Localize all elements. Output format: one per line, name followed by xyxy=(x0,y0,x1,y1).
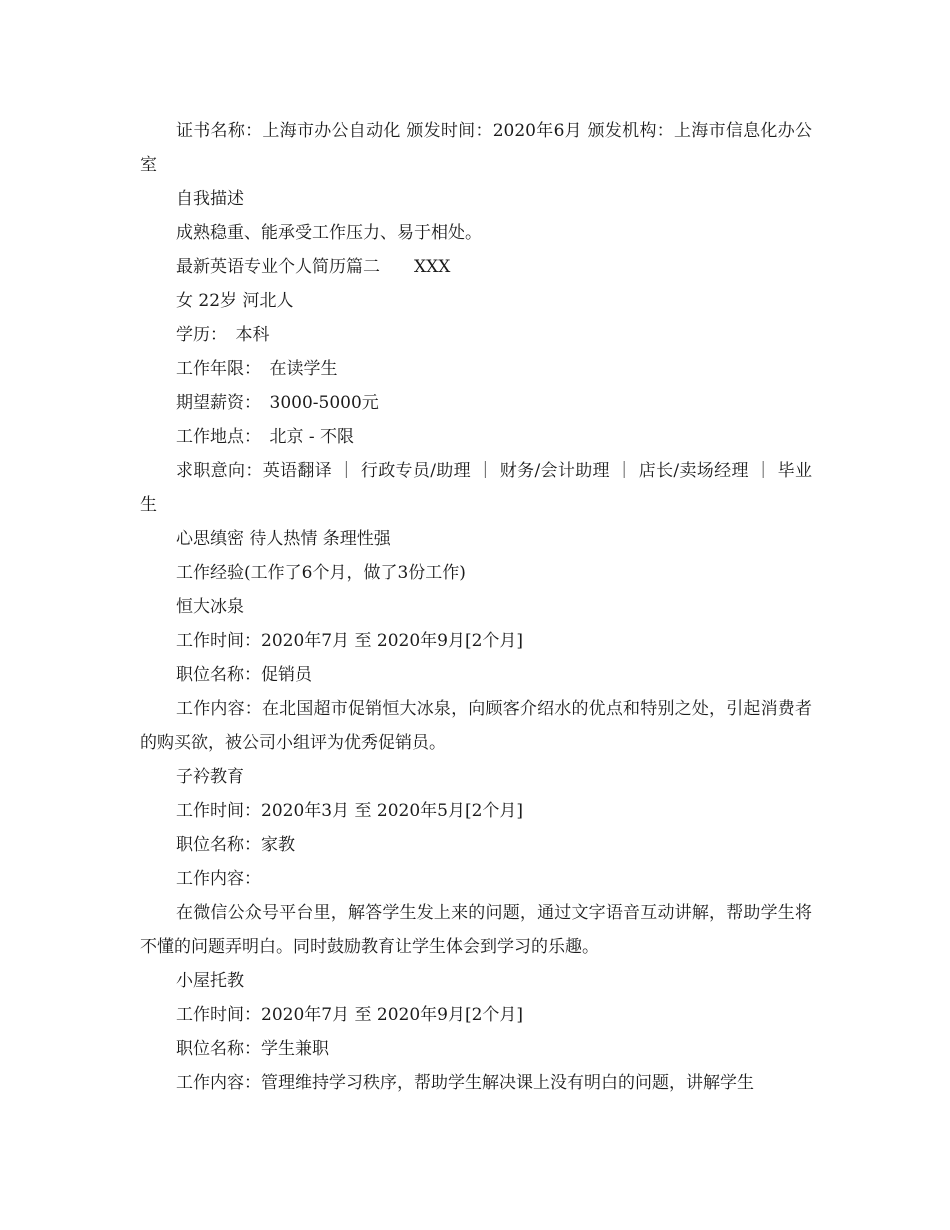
job-1-position: 职位名称：促销员 xyxy=(176,665,312,685)
job-2-content-label: 工作内容： xyxy=(176,869,261,889)
job-1-time: 工作时间：2020年7月 至 2020年9月[2个月] xyxy=(176,631,524,651)
resume-title: 最新英语专业个人简历篇二 XXX xyxy=(176,257,451,277)
work-experience-heading: 工作经验(工作了6个月，做了3份工作) xyxy=(176,563,466,583)
job-2-content: 在微信公众号平台里，解答学生发上来的问题，通过文字语音互动讲解，帮助学生将不懂的问题弄明白。同时鼓励教育让学生体会到学习的乐趣。 xyxy=(140,903,812,957)
job-3-position: 职位名称：学生兼职 xyxy=(176,1039,329,1059)
education-line: 学历： 本科 xyxy=(176,325,270,345)
certificate-line: 证书名称：上海市办公自动化 颁发时间：2020年6月 颁发机构：上海市信息化办公室 xyxy=(140,121,812,175)
work-location-line: 工作地点： 北京 - 不限 xyxy=(176,427,355,447)
job-3-content: 工作内容：管理维持学习秩序，帮助学生解决课上没有明白的问题，讲解学生 xyxy=(176,1073,754,1093)
personal-info: 女 22岁 河北人 xyxy=(176,291,294,311)
job-1-content: 工作内容：在北国超市促销恒大冰泉，向顾客介绍水的优点和特别之处，引起消费者的购买欲，被公司小组评为优秀促销员。 xyxy=(140,699,812,753)
document-page xyxy=(140,114,812,1100)
section-heading-self-description: 自我描述 xyxy=(176,189,244,209)
job-3-time: 工作时间：2020年7月 至 2020年9月[2个月] xyxy=(176,1005,524,1025)
personal-traits-line: 心思缜密 待人热情 条理性强 xyxy=(176,529,391,549)
work-years-line: 工作年限： 在读学生 xyxy=(176,359,338,379)
self-description-text: 成熟稳重、能承受工作压力、易于相处。 xyxy=(176,223,482,243)
expected-salary-line: 期望薪资： 3000-5000元 xyxy=(176,393,379,413)
job-1-company: 恒大冰泉 xyxy=(176,597,244,617)
job-2-time: 工作时间：2020年3月 至 2020年5月[2个月] xyxy=(176,801,524,821)
job-2-company: 子衿教育 xyxy=(176,767,244,787)
job-3-company: 小屋托教 xyxy=(176,971,244,991)
job-2-position: 职位名称：家教 xyxy=(176,835,295,855)
job-intention-line: 求职意向：英语翻译 ｜ 行政专员/助理 ｜ 财务/会计助理 ｜ 店长/卖场经理 ｜ 毕业生 xyxy=(140,461,812,515)
